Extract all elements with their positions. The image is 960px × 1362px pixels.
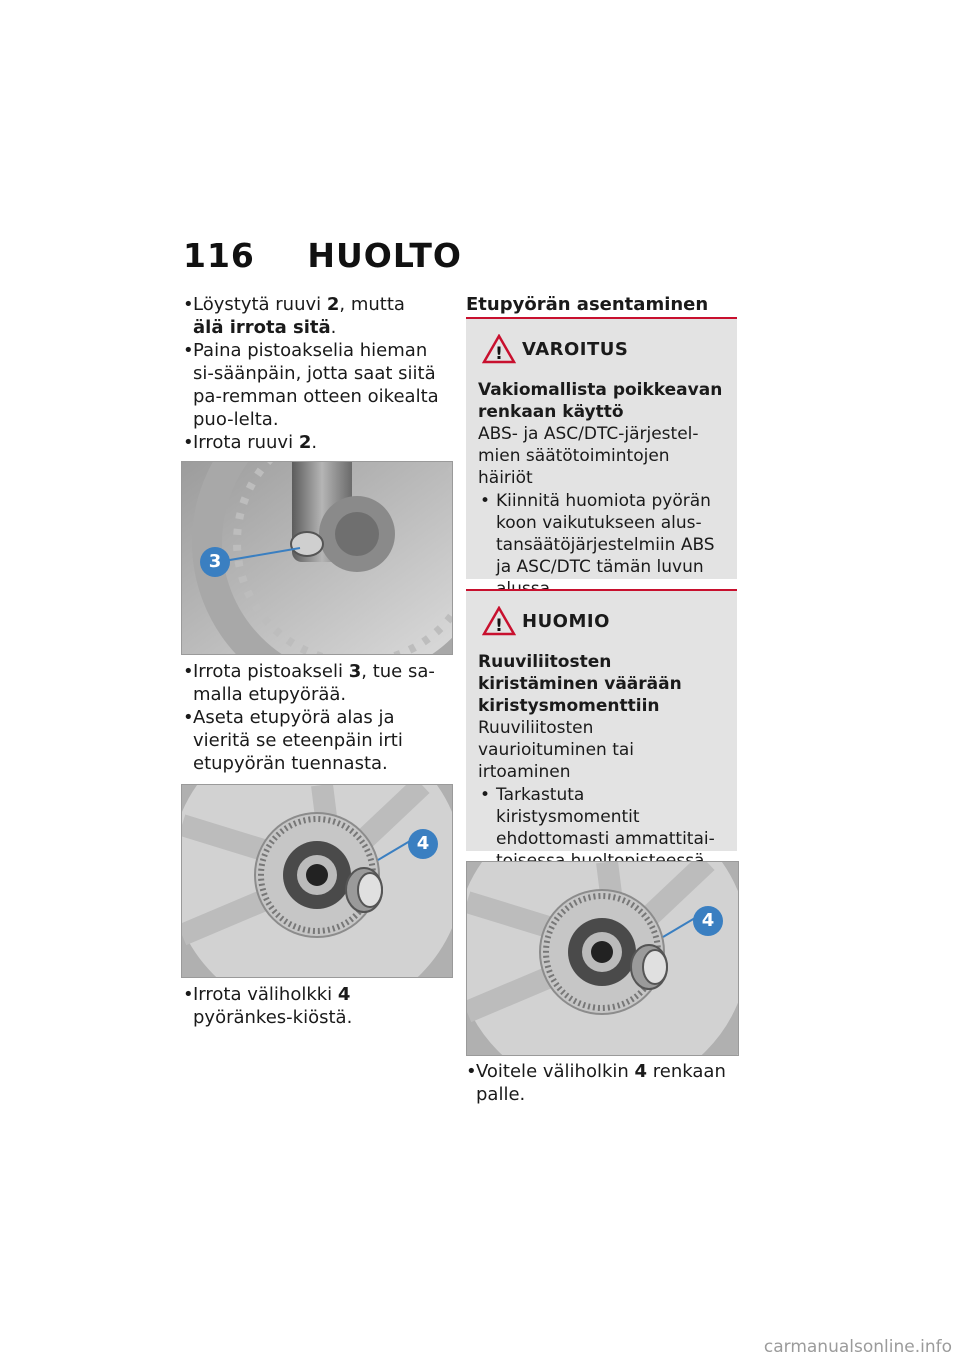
notice-box xyxy=(466,589,737,851)
warning-label: VAROITUS xyxy=(522,338,629,360)
page-number: 116 xyxy=(183,236,255,275)
step-lubricate-spacer: • Voitele väliholkin 4 renkaan palle. xyxy=(466,1061,726,1105)
svg-text:!: ! xyxy=(495,344,503,364)
callout-3: 3 xyxy=(200,547,230,577)
section-heading: Etupyörän asentaminen xyxy=(466,294,709,315)
step-remove-spacer: • Irrota väliholkki 4 pyöränkes-kiöstä. xyxy=(183,984,353,1028)
warning-bullet: • Kiinnitä huomiota pyörän koon vaikutukseen alus-tansäätöjärjestelmiin ABS ja ASC/DTC tämän luvun xyxy=(480,491,715,577)
left-steps-1 xyxy=(183,293,439,454)
notice-title: Ruuviliitosten kiristäminen väärään kiristysmomenttiin xyxy=(478,652,682,716)
notice-label: HUOMIO xyxy=(522,610,610,632)
warning-title: Vakiomallista poikkeavan renkaan käyttö xyxy=(478,380,723,422)
watermark: carmanualsonline.info xyxy=(763,1337,952,1357)
callout-4: 4 xyxy=(693,906,723,936)
warning-triangle-icon xyxy=(482,334,516,364)
step-loosen-screw: • Löystytä ruuvi 2, mutta älä irrota sitä. xyxy=(183,294,405,338)
step-roll-wheel: • Aseta etupyörä alas ja vieritä se eteenpäin irti etupyörän tuennasta. xyxy=(183,707,403,774)
notice-bullet: • Tarkastuta kiristysmomentit ehdottomasti ammattitai- xyxy=(480,785,715,849)
figure-axle-removal xyxy=(181,461,453,655)
step-remove-screw: • Irrota ruuvi 2. xyxy=(183,432,318,453)
svg-text:!: ! xyxy=(495,616,503,636)
section-title: HUOLTO xyxy=(307,236,462,275)
warning-text: ABS- ja ASC/DTC-järjestel-mien säätötoimintojen häiriöt xyxy=(478,424,699,488)
left-steps-3 xyxy=(183,983,439,1029)
notice-text: Ruuviliitosten vaurioituminen tai irtoaminen xyxy=(478,718,635,782)
warning-header xyxy=(478,319,725,379)
step-remove-axle: • Irrota pistoakseli 3, tue sa-malla etupyörää. xyxy=(183,661,435,705)
callout-4: 4 xyxy=(408,829,438,859)
warning-triangle-icon xyxy=(482,606,516,636)
figure-spacer-removal xyxy=(181,784,453,978)
figure-spacer-install xyxy=(466,861,739,1056)
page-header xyxy=(183,236,462,275)
wheel-hub-illustration xyxy=(182,785,452,977)
wheel-hub-illustration xyxy=(467,862,738,1055)
step-push-axle: • Paina pistoakselia hieman si-säänpäin, jotta saat siitä pa-remman otteen oikealta puo-lelta. xyxy=(183,340,439,430)
warning-box xyxy=(466,317,737,579)
right-steps-4 xyxy=(466,1060,728,1106)
left-steps-2 xyxy=(183,660,439,775)
notice-header xyxy=(478,591,725,651)
